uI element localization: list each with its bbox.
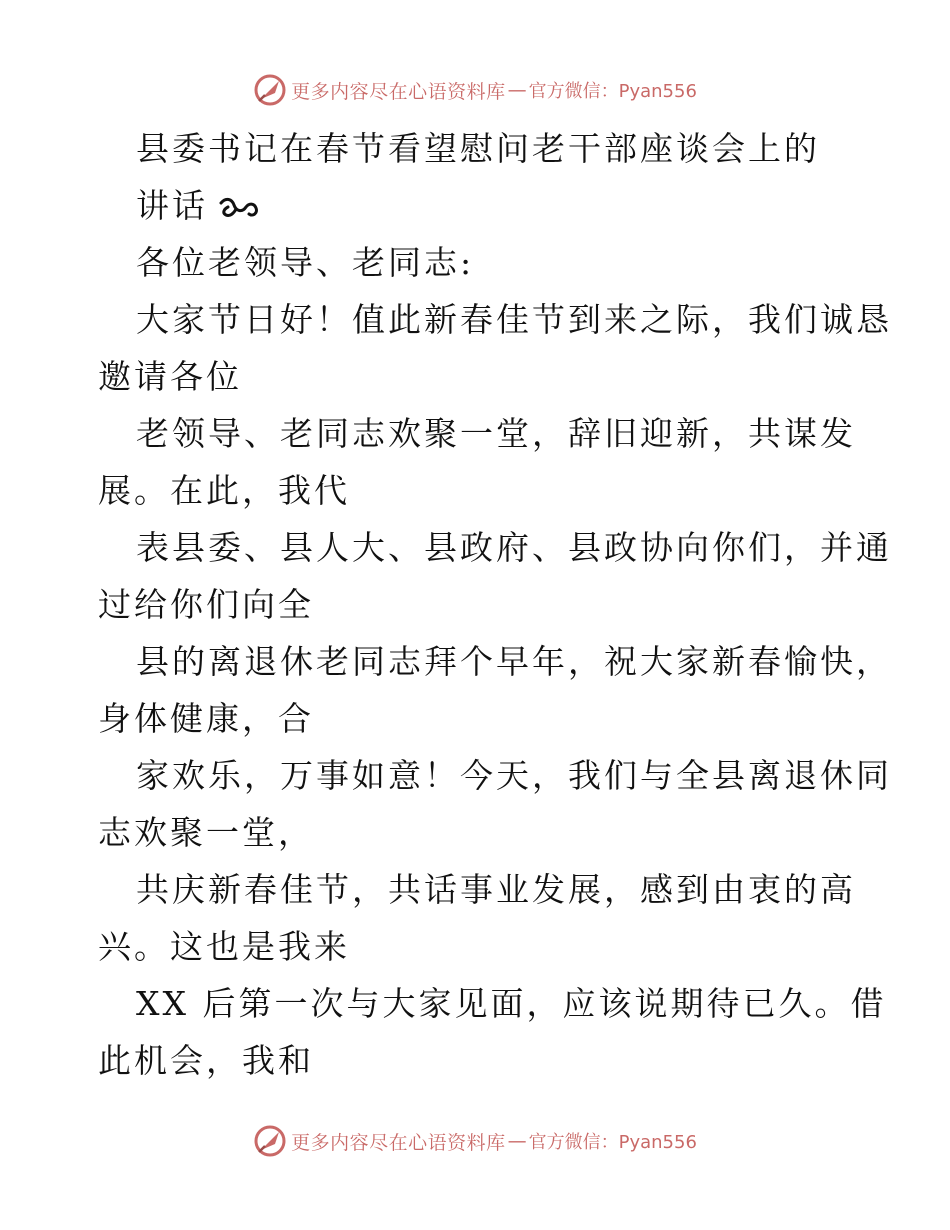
- text-line: [98, 747, 892, 804]
- text-line: [98, 177, 858, 234]
- watermark-dash: —: [507, 1130, 527, 1152]
- line-text: 共庆新春佳节，共话事业发展，感到由衷的高: [136, 870, 856, 909]
- text-line: [98, 462, 858, 519]
- text-line: [98, 576, 858, 633]
- text-line: [98, 690, 858, 747]
- watermark-wechat: 官方微信：Pyan556: [528, 81, 697, 102]
- line-text: 过给你们向全: [98, 585, 314, 624]
- watermark-text: 更多内容尽在心语资料库: [291, 1131, 506, 1154]
- line-text: 大家节日好！值此新春佳节到来之际，我们诚恳: [136, 300, 892, 339]
- line-text: 志欢聚一堂，: [98, 813, 314, 852]
- line-text: XX 后第一次与大家见面，应该说期待已久。借: [136, 984, 887, 1023]
- line-text: 展。在此，我代: [98, 471, 350, 510]
- text-line: [98, 861, 858, 918]
- footer-watermark: [0, 1124, 950, 1158]
- line-text: 此机会，我和: [98, 1041, 314, 1080]
- text-line: [98, 120, 858, 177]
- text-line: [98, 918, 858, 975]
- text-line: [98, 405, 858, 462]
- text-line: [98, 633, 892, 690]
- text-line: [98, 234, 858, 291]
- line-text: 县委书记在春节看望慰问老干部座谈会上的: [136, 129, 820, 168]
- text-line: [98, 804, 858, 861]
- line-text: 身体健康，合: [98, 699, 314, 738]
- watermark-text: 更多内容尽在心语资料库: [291, 80, 506, 103]
- quill-logo-icon: [253, 1124, 287, 1158]
- watermark-dash: —: [507, 79, 527, 101]
- quill-logo-icon: [253, 73, 287, 107]
- document-body: [98, 120, 892, 1089]
- header-watermark: [0, 73, 950, 107]
- line-text: 讲话: [136, 186, 208, 225]
- line-text: 老领导、老同志欢聚一堂，辞旧迎新，共谋发: [136, 414, 856, 453]
- text-line: [98, 348, 858, 405]
- line-text: 家欢乐，万事如意！今天，我们与全县离退休同: [136, 756, 892, 795]
- ornament-icon: [218, 195, 262, 219]
- line-text: 表县委、县人大、县政府、县政协向你们，并通: [136, 528, 892, 567]
- text-line: [98, 291, 892, 348]
- text-line: [98, 1032, 858, 1089]
- line-text: 邀请各位: [98, 357, 242, 396]
- line-text: 县的离退休老同志拜个早年，祝大家新春愉快，: [136, 642, 892, 681]
- text-line: [98, 975, 887, 1032]
- watermark-wechat: 官方微信：Pyan556: [528, 1132, 697, 1153]
- line-text: 各位老领导、老同志:: [136, 243, 475, 282]
- text-line: [98, 519, 892, 576]
- line-text: 兴。这也是我来: [98, 927, 350, 966]
